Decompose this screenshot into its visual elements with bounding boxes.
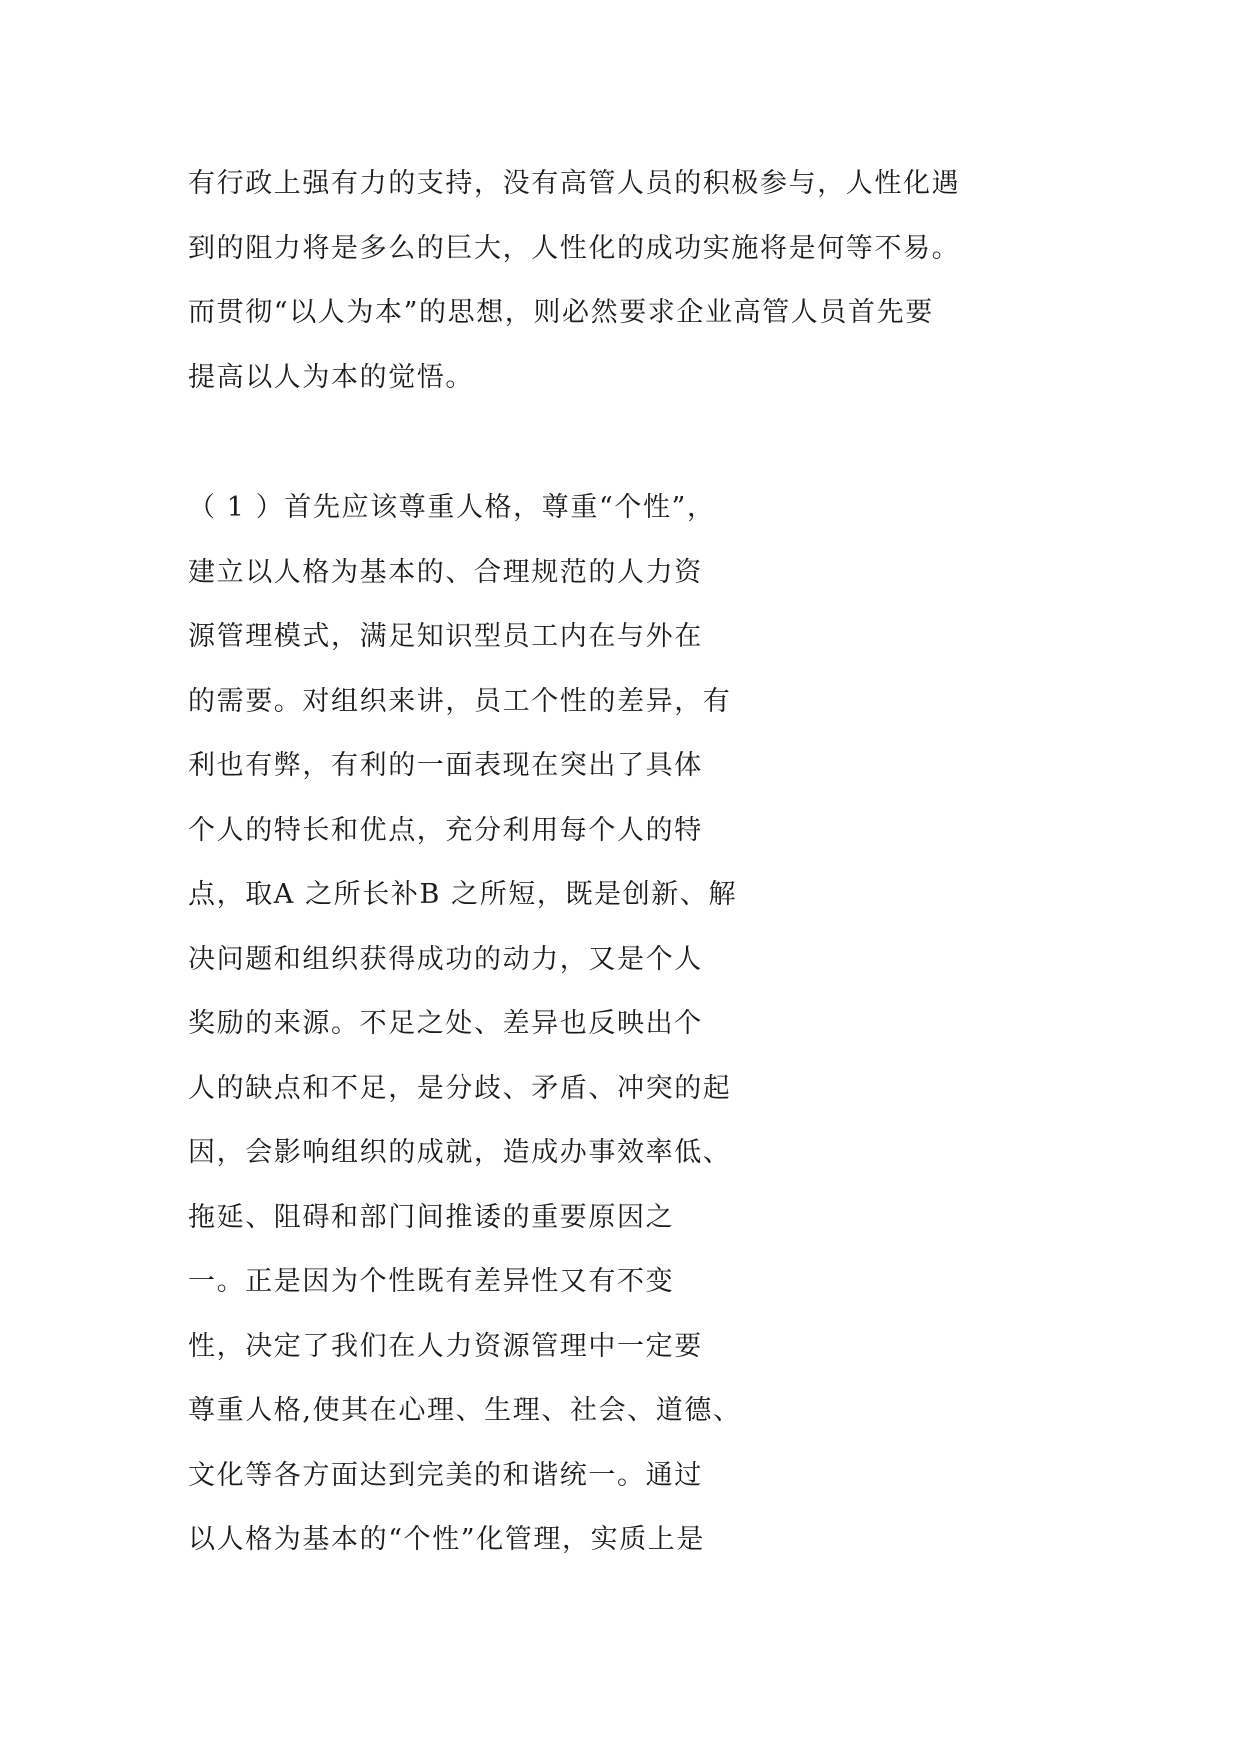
text-line: 拖延、阻碍和部门间推诿的重要原因之 xyxy=(188,1201,675,1233)
text-line: 尊重人格,使其在心理、生理、社会、道德、 xyxy=(188,1395,742,1426)
text-line: 到的阻力将是多么的巨大，人性化的成功实施将是何等不易。 xyxy=(188,232,961,264)
text-line: 利也有弊，有利的一面表现在突出了具体 xyxy=(188,750,703,781)
paragraph-2 xyxy=(188,476,742,1573)
text-line: 决问题和组织获得成功的动力，又是个人 xyxy=(188,943,703,975)
text-line: 建立以人格为基本的、合理规范的人力资 xyxy=(188,556,703,588)
text-line: 人的缺点和不足，是分歧、矛盾、冲突的起 xyxy=(188,1072,732,1104)
text-line: 性，决定了我们在人力资源管理中一定要 xyxy=(188,1330,703,1362)
text-line: 点，取A 之所长补B 之所短，既是创新、解 xyxy=(188,879,738,910)
paragraph-1 xyxy=(188,152,960,410)
text-line: （ 1 ）首先应该尊重人格，尊重“个性”， xyxy=(188,492,716,523)
text-line: 一。正是因为个性既有差异性又有不变 xyxy=(188,1266,675,1297)
text-line: 有行政上强有力的支持，没有高管人员的积极参与，人性化遇 xyxy=(188,168,961,199)
text-line: 个人的特长和优点，充分利用每个人的特 xyxy=(188,814,703,846)
text-line: 源管理模式，满足知识型员工内在与外在 xyxy=(188,621,703,652)
text-line: 提高以人为本的觉悟。 xyxy=(188,361,474,393)
text-line: 文化等各方面达到完美的和谐统一。通过 xyxy=(188,1459,703,1491)
text-line: 而贯彻“以人为本”的思想，则必然要求企业高管人员首先要 xyxy=(188,297,934,328)
text-line: 以人格为基本的“个性”化管理，实质上是 xyxy=(188,1524,706,1555)
text-line: 的需要。对组织来讲，员工个性的差异，有 xyxy=(188,685,732,717)
text-line: 因，会影响组织的成就，造成办事效率低、 xyxy=(188,1137,732,1168)
text-line: 奖励的来源。不足之处、差异也反映出个 xyxy=(188,1008,703,1039)
